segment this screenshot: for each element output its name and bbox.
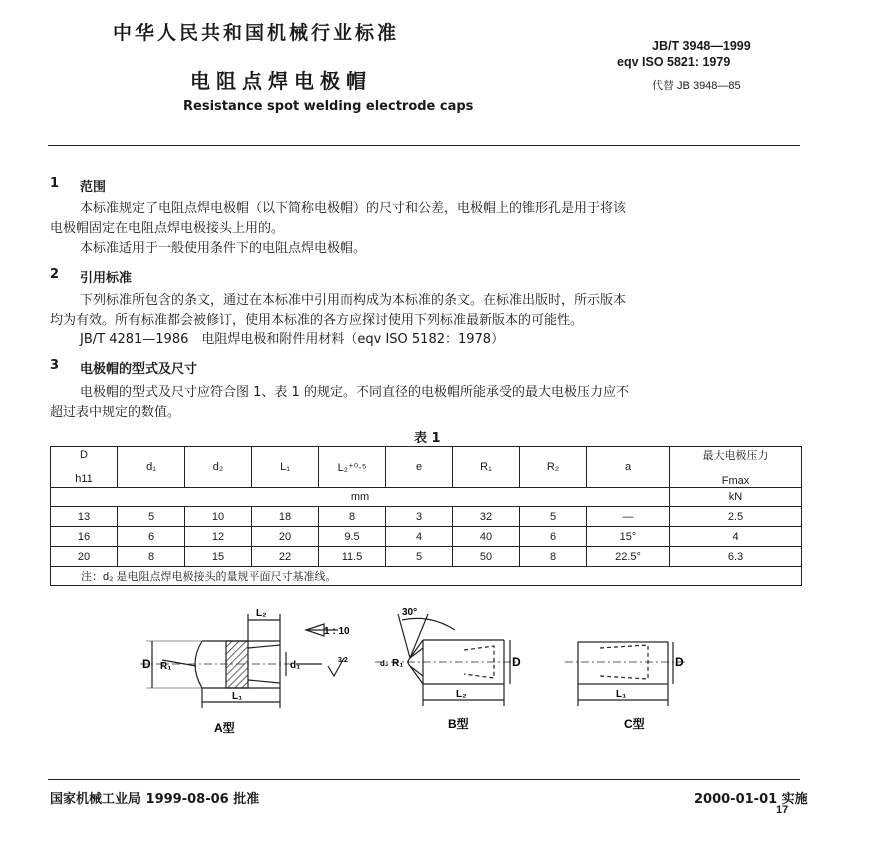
col-header-L2: L₂⁺⁰·⁵ <box>319 447 386 488</box>
section-1-number: 1 <box>50 176 60 191</box>
type-c-D-label: D <box>675 655 684 669</box>
table-cell: 10 <box>185 507 252 527</box>
table-header-row <box>51 447 802 488</box>
dimensions-table <box>50 446 802 586</box>
table-cell: 6 <box>520 527 587 547</box>
table-cell: 50 <box>453 547 520 567</box>
type-b-caption: B型 <box>448 717 469 731</box>
table-cell: 20 <box>51 547 118 567</box>
section-1-para-1-line-2: 电极帽固定在电阻点焊电极接头上用的。 <box>50 221 285 236</box>
section-3-number: 3 <box>50 358 60 373</box>
table-cell: 8 <box>118 547 185 567</box>
table-unit-row <box>51 488 802 507</box>
table-row <box>51 527 802 547</box>
taper-ratio-label: 1 : 10 <box>324 626 350 637</box>
table-cell: 12 <box>185 527 252 547</box>
section-2-title: 引用标准 <box>80 271 133 286</box>
replaces-standard: 代替 JB 3948—85 <box>652 80 741 92</box>
col-header-fmax: 最大电极压力 Fmax <box>670 447 802 488</box>
table-row <box>51 507 802 527</box>
org-title: 中华人民共和国机械行业标准 <box>113 22 400 44</box>
table-cell: 5 <box>386 547 453 567</box>
type-a-D-label: D <box>142 657 151 671</box>
table-cell: 2.5 <box>670 507 802 527</box>
figure-1-drawings <box>110 600 730 745</box>
table-note: 注：d₂ 是电阻点焊电极接头的量规平面尺寸基准线。 <box>51 567 802 586</box>
type-c-L1-label: L₁ <box>616 689 627 700</box>
type-b-d2-label: d₂ <box>380 659 389 668</box>
table-cell: 8 <box>520 547 587 567</box>
table-cell: 15° <box>587 527 670 547</box>
effective-date: 2000-01-01 实施 <box>694 792 808 807</box>
table-cell: — <box>587 507 670 527</box>
col-header-d1: d₁ <box>118 447 185 488</box>
type-c-caption: C型 <box>624 717 645 731</box>
type-a-R1-label: R₁ <box>160 661 172 672</box>
unit-kN: kN <box>670 488 802 507</box>
section-1-para-1-line-1: 本标准规定了电阻点焊电极帽（以下简称电极帽）的尺寸和公差，电极帽上的锥形孔是用于将该 <box>80 201 627 216</box>
table-cell: 4 <box>670 527 802 547</box>
type-b-R1-label: R₁ <box>392 658 404 669</box>
col-header-d2: d₂ <box>185 447 252 488</box>
type-a-L2-label: L₂ <box>256 608 267 619</box>
table-cell: 11.5 <box>319 547 386 567</box>
col-header-L1: L₁ <box>252 447 319 488</box>
english-title: Resistance spot welding electrode caps <box>183 99 474 114</box>
table-cell: 3 <box>386 507 453 527</box>
table-row <box>51 547 802 567</box>
table-cell: 20 <box>252 527 319 547</box>
table-cell: 16 <box>51 527 118 547</box>
unit-mm: mm <box>51 488 670 507</box>
col-header-e: e <box>386 447 453 488</box>
table-cell: 13 <box>51 507 118 527</box>
col-header-D: D h11 <box>51 447 118 488</box>
table-cell: 5 <box>118 507 185 527</box>
section-1-para-2: 本标准适用于一般使用条件下的电阻点焊电极帽。 <box>80 241 367 256</box>
table-note-row <box>51 567 802 586</box>
col-header-R1: R₁ <box>453 447 520 488</box>
type-b-angle-label: 30° <box>402 607 418 618</box>
section-3-para-line-1: 电极帽的型式及尺寸应符合图 1、表 1 的规定。不同直径的电极帽所能承受的最大电极压力应不 <box>80 385 629 400</box>
table-cell: 15 <box>185 547 252 567</box>
footer-rule <box>48 779 800 780</box>
type-a-L1-label: L₁ <box>232 691 243 702</box>
type-a-d1-label: d₁ <box>290 660 301 671</box>
type-a-caption: A型 <box>214 721 235 735</box>
section-2-para-line-1: 下列标准所包含的条文，通过在本标准中引用而构成为本标准的条文。在标准出版时，所示版本 <box>80 293 627 308</box>
table-cell: 22.5° <box>587 547 670 567</box>
table-caption: 表 1 <box>414 431 441 446</box>
section-3-title: 电极帽的型式及尺寸 <box>80 362 198 377</box>
table-cell: 4 <box>386 527 453 547</box>
table-cell: 40 <box>453 527 520 547</box>
table-cell: 8 <box>319 507 386 527</box>
section-3-para-line-2: 超过表中规定的数值。 <box>50 405 181 420</box>
table-cell: 32 <box>453 507 520 527</box>
type-b-D-label: D <box>512 655 521 669</box>
table-cell: 5 <box>520 507 587 527</box>
table-cell: 18 <box>252 507 319 527</box>
approval-line: 国家机械工业局 1999-08-06 批准 <box>50 792 260 807</box>
section-2-number: 2 <box>50 267 60 282</box>
table-cell: 22 <box>252 547 319 567</box>
table-cell: 6.3 <box>670 547 802 567</box>
section-2-reference: JB/T 4281—1986 电阻焊电极和附件用材料（eqv ISO 5182：1978） <box>80 332 505 347</box>
page-number: 17 <box>776 804 789 816</box>
standard-number: JB/T 3948—1999 <box>652 39 751 53</box>
roughness-label: 3.2 <box>338 657 348 664</box>
col-header-a: a <box>587 447 670 488</box>
equivalent-standard: eqv ISO 5821: 1979 <box>617 55 731 69</box>
document-title: 电阻点焊电极帽 <box>190 69 372 93</box>
header-rule <box>48 145 800 146</box>
section-1-title: 范围 <box>80 180 107 195</box>
section-2-para-line-2: 均为有效。所有标准都会被修订，使用本标准的各方应探讨使用下列标准最新版本的可能性。 <box>50 313 584 328</box>
table-cell: 9.5 <box>319 527 386 547</box>
table-cell: 6 <box>118 527 185 547</box>
type-b-L2-label: L₂ <box>456 689 467 700</box>
col-header-R2: R₂ <box>520 447 587 488</box>
